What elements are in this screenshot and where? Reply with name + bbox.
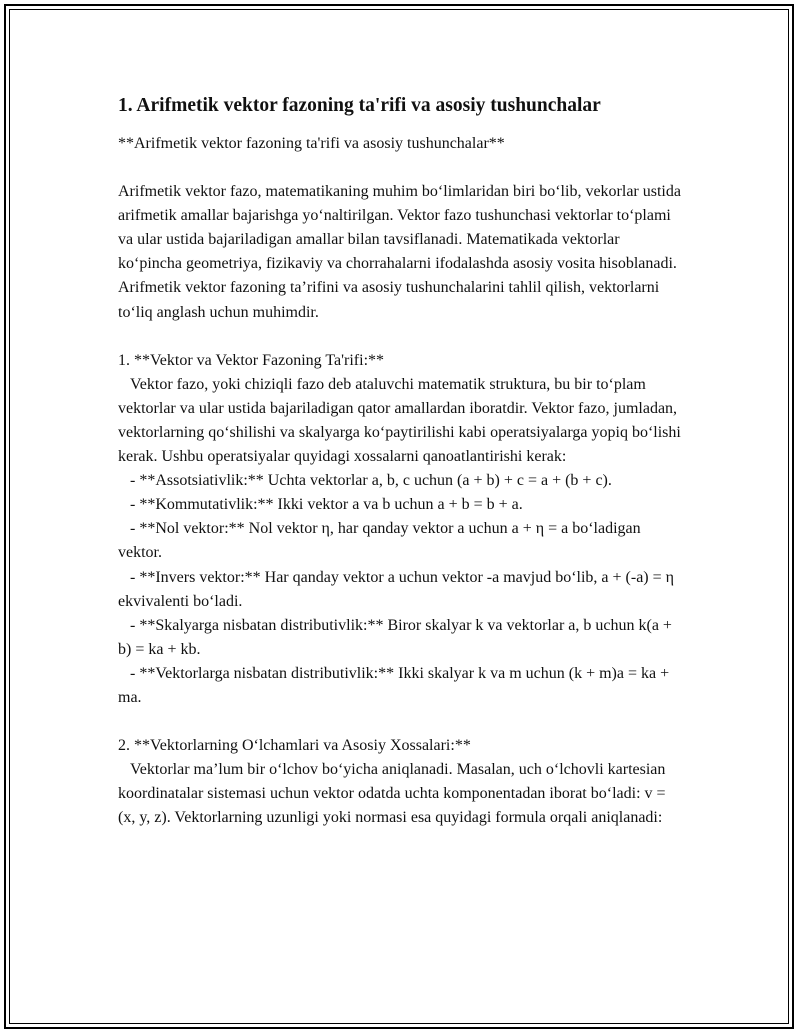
list-item-inverse-vector: - **Invers vektor:** Har qanday vektor a uchun vektor -a mavjud bo‘lib, a + (-a) = η ekvivalenti bo‘ladi. (118, 568, 679, 610)
list-item-commutativity: - **Kommutativlik:** Ikki vektor a va b uchun a + b = b + a. (118, 496, 523, 514)
document-body (118, 93, 684, 830)
list-item-scalar-distributivity: - **Skalyarga nisbatan distributivlik:** Biror skalyar k va vektorlar a, b uchun k(a + b) = ka + kb. (118, 616, 676, 658)
list-item-associativity: - **Assotsiativlik:** Uchta vektorlar a, b, c uchun (a + b) + c = a + (b + c). (118, 472, 612, 490)
section-2-heading: 2. **Vektorlarning O‘lchamlari va Asosiy Xossalari:** (118, 737, 471, 755)
list-item-zero-vector: - **Nol vektor:** Nol vektor η, har qanday vektor a uchun a + η = a bo‘ladigan vektor. (118, 520, 645, 562)
section-1-heading: 1. **Vektor va Vektor Fazoning Ta'rifi:** (118, 351, 385, 369)
document-subtitle: **Arifmetik vektor fazoning ta'rifi va asosiy tushunchalar** (118, 135, 505, 152)
section-1-body: Vektor fazo, yoki chiziqli fazo deb ataluvchi matematik struktura, bu bir to‘plam vektorlar va ular ustida bajariladigan qator amallardan iboratdir. Vektor fazo, jumladan, vektorlarning qo‘shilishi va skalyarga ko‘paytirilishi kabi operatsiyalarga yopiq bo‘lishi kerak. Ushbu operatsiyalar quyidagi xossalarni qanoatlantirishi kerak: (118, 375, 685, 466)
list-item-vector-distributivity: - **Vektorlarga nisbatan distributivlik:** Ikki skalyar k va m uchun (k + m)a = ka + ma. (118, 664, 674, 706)
paragraph-gap (118, 325, 684, 349)
document-title: 1. Arifmetik vektor fazoning ta'rifi va asosiy tushunchalar (118, 95, 601, 116)
paragraph-gap (118, 156, 684, 180)
section-2-body: Vektorlar ma’lum bir o‘lchov bo‘yicha aniqlanadi. Masalan, uch o‘lchovli kartesian koordinatalar sistemasi uchun vektor odatda uchta komponentadan iborat bo‘ladi: v = (x, y, z). Vektorlarning uzunligi yoki normasi esa quyidagi formula orqali aniqlanadi: (118, 761, 670, 827)
paragraph-gap (118, 710, 684, 734)
intro-paragraph: Arifmetik vektor fazo, matematikaning muhim bo‘limlaridan biri bo‘lib, vekorlar ustida arifmetik amallar bajarishga yo‘naltirilgan. Vektor fazo tushunchasi vektorlar to‘plami va ular ustida bajariladigan amallar bilan tavsiflanadi. Matematikada vektorlar ko‘pincha geometriya, fizikaviy va chorrahalarni ifodalashda asosiy vosita hisoblanadi. Arifmetik vektor fazoning ta’rifini va asosiy tushunchalarini tahlil qilish, vektorlarni to‘liq anglash uchun muhimdir. (118, 183, 681, 321)
